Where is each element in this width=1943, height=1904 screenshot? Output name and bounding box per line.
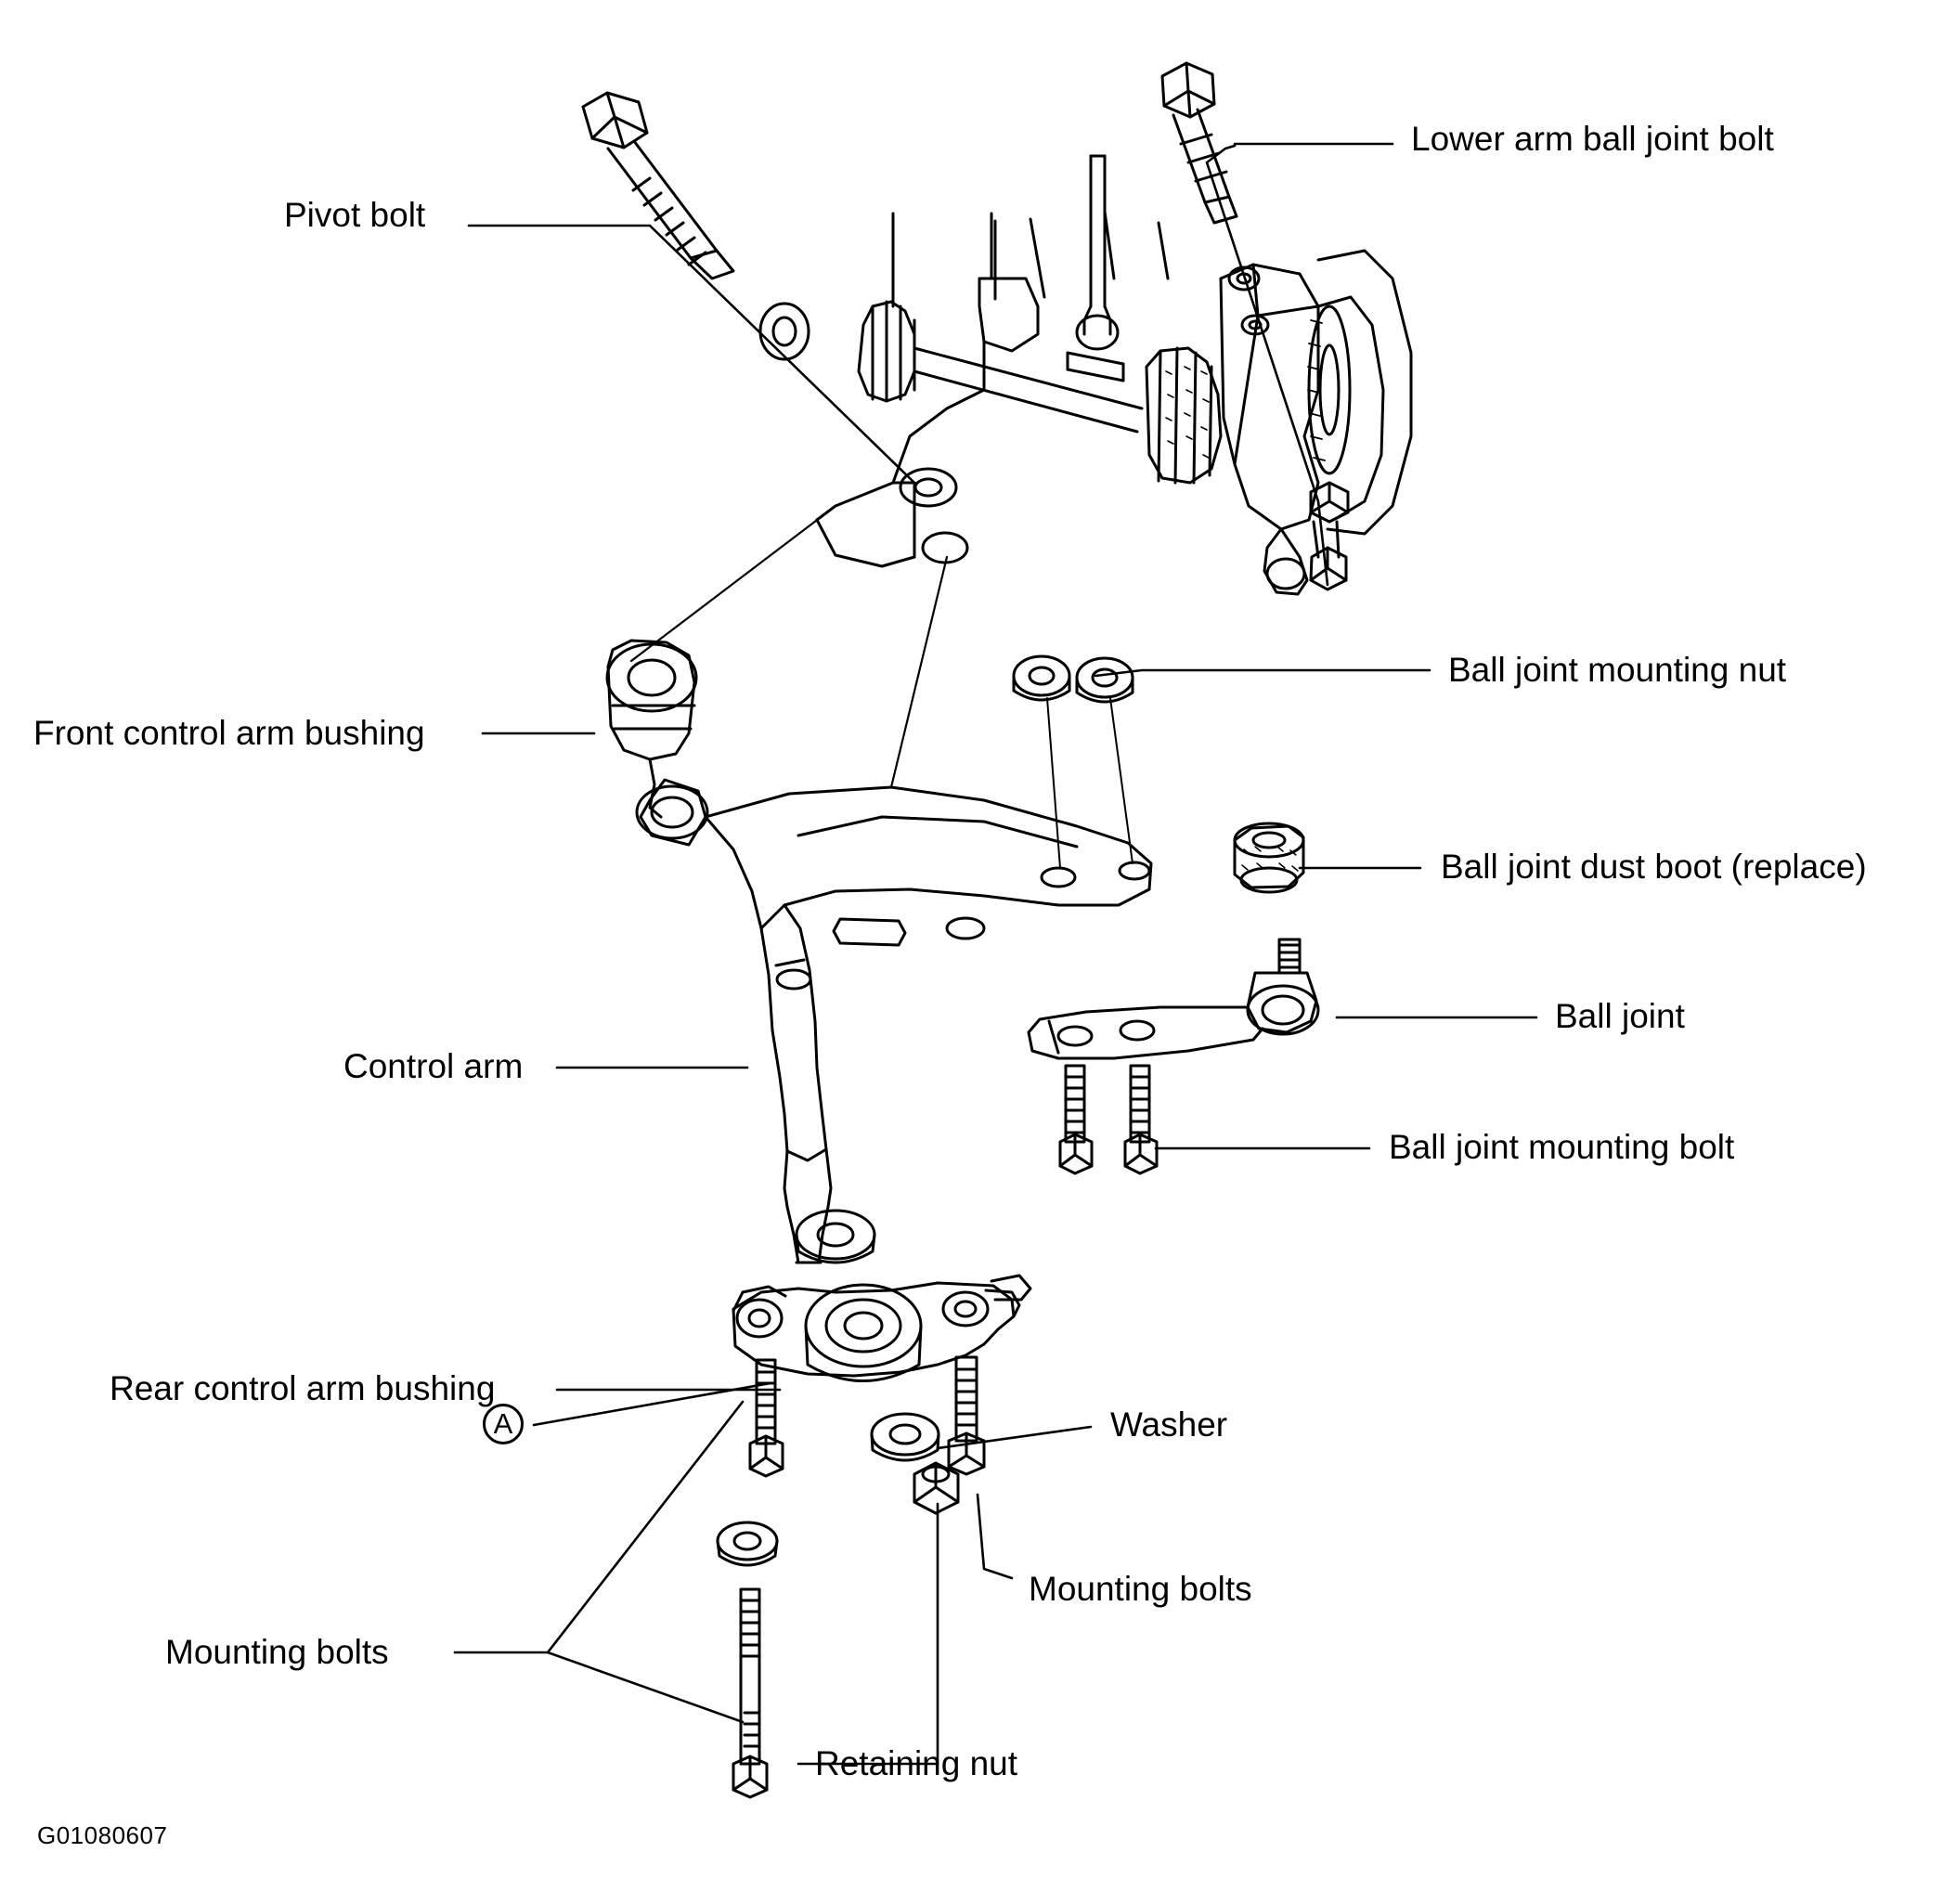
label-washer: Washer (1110, 1405, 1228, 1444)
label-lower-arm-ball-joint-bolt: Lower arm ball joint bolt (1411, 120, 1774, 158)
figure-id-code: G01080607 (37, 1821, 168, 1849)
lower-washer-upper (797, 1211, 874, 1263)
washer-art (872, 1414, 939, 1460)
ball-joint-dust-boot-art (1235, 823, 1303, 892)
label-ball-joint: Ball joint (1555, 997, 1685, 1035)
mounting-bolt-left-lower (718, 1522, 777, 1797)
label-rear-control-arm-bushing: Rear control arm bushing (110, 1369, 496, 1407)
assembly-guide-lines (631, 506, 947, 787)
label-front-control-arm-bushing: Front control arm bushing (33, 714, 425, 752)
label-pivot-bolt: Pivot bolt (284, 196, 426, 234)
mounting-bolt-right (949, 1357, 984, 1474)
callout-marker-a: A (483, 1404, 524, 1444)
ball-joint-mounting-bolts (1060, 1066, 1157, 1173)
label-control-arm: Control arm (343, 1047, 524, 1085)
pivot-bolt-art (583, 93, 733, 278)
pivot-bolt-washer (760, 304, 809, 359)
label-mounting-bolts-right: Mounting bolts (1029, 1570, 1252, 1608)
ball-joint-art (1029, 939, 1318, 1058)
retaining-nut-art (914, 1463, 958, 1513)
leader-lines (455, 144, 1536, 1764)
ball-joint-mounting-nuts (1014, 656, 1133, 868)
mounting-bolt-left-upper (750, 1360, 783, 1476)
label-ball-joint-mounting-bolt: Ball joint mounting bolt (1389, 1128, 1735, 1166)
rear-control-arm-bushing-art (733, 1276, 1030, 1381)
label-mounting-bolts-left: Mounting bolts (165, 1633, 389, 1671)
label-ball-joint-dust-boot: Ball joint dust boot (replace) (1441, 848, 1867, 886)
label-ball-joint-mounting-nut: Ball joint mounting nut (1448, 651, 1787, 689)
label-retaining-nut: Retaining nut (815, 1744, 1018, 1782)
lower-arm-ball-joint-bolt-art (1162, 63, 1237, 223)
